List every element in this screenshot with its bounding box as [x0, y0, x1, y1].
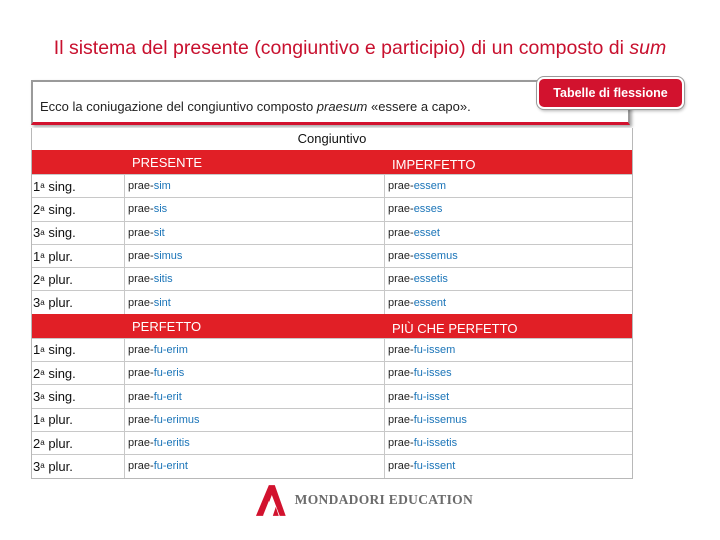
person-number: 1: [33, 412, 41, 428]
form-ending: fu-erit: [153, 390, 182, 403]
form-cell-right: [385, 409, 632, 431]
person-number-label: plur.: [48, 248, 73, 264]
form-cell-left: [125, 455, 385, 477]
person-number-label: sing.: [48, 201, 76, 217]
table-row: [32, 408, 632, 431]
person-label: 3 a plur.: [32, 455, 125, 477]
form-prefix: prae-: [128, 413, 154, 426]
form-cell-left: [125, 245, 385, 267]
form-cell-left: [125, 198, 385, 220]
form-ending: esses: [413, 203, 443, 216]
person-number: 2: [33, 271, 41, 287]
form-ending: essetis: [413, 273, 448, 286]
form-prefix: prae-: [128, 203, 154, 216]
form-ending: sis: [153, 203, 168, 216]
form-cell-right: [385, 362, 632, 384]
form-ending: fu-issem: [413, 343, 456, 356]
conjugation-table: [31, 128, 633, 479]
form-cell-left: [125, 409, 385, 431]
form-ending: simus: [153, 250, 183, 263]
form-ending: fu-issent: [413, 460, 456, 473]
form-cell-left: [125, 385, 385, 407]
person-label: 1 a sing.: [32, 175, 125, 197]
person-number: 2: [33, 365, 41, 381]
page-title: [0, 37, 720, 60]
form-cell-right: [385, 385, 632, 407]
flexion-tables-button[interactable]: Tabelle di flessione: [537, 77, 684, 109]
person-number: 2: [33, 201, 41, 217]
person-number-label: plur.: [48, 435, 73, 451]
form-prefix: prae-: [128, 273, 154, 286]
form-prefix: prae-: [388, 437, 414, 450]
form-prefix: prae-: [388, 296, 414, 309]
form-prefix: prae-: [388, 413, 414, 426]
intro-text: [40, 99, 471, 114]
person-label: 2 a sing.: [32, 198, 125, 220]
form-ending: fu-issetis: [413, 437, 458, 450]
form-cell-left: [125, 362, 385, 384]
person-label: 1 a sing.: [32, 339, 125, 361]
form-ending: fu-eris: [153, 367, 185, 380]
logo-text: MONDADORI EDUCATION: [294, 492, 473, 507]
form-prefix: prae-: [128, 250, 154, 263]
table-row: [32, 431, 632, 454]
form-ending: sitis: [153, 273, 173, 286]
form-prefix: prae-: [128, 367, 154, 380]
form-cell-right: [385, 339, 632, 361]
form-prefix: prae-: [388, 390, 414, 403]
form-cell-left: [125, 291, 385, 313]
form-ending: fu-erim: [153, 343, 188, 356]
table-row: [32, 244, 632, 267]
form-prefix: prae-: [388, 460, 414, 473]
form-ending: essem: [413, 180, 447, 193]
form-ending: essent: [413, 296, 447, 309]
form-cell-right: [385, 222, 632, 244]
section-header: [32, 314, 632, 338]
form-cell-right: [385, 245, 632, 267]
form-cell-right: [385, 291, 632, 313]
person-label: 1 a plur.: [32, 245, 125, 267]
person-label: 3 a plur.: [32, 291, 125, 313]
person-number: 3: [33, 389, 41, 405]
form-prefix: prae-: [128, 390, 154, 403]
table-row: [32, 197, 632, 220]
person-number-label: plur.: [48, 271, 73, 287]
header-tense-right: PIÙ CHE PERFETTO: [392, 320, 518, 336]
form-cell-right: [385, 432, 632, 454]
form-ending: essemus: [413, 250, 458, 263]
person-label: 2 a plur.: [32, 432, 125, 454]
form-cell-right: [385, 175, 632, 197]
person-number: 1: [33, 342, 41, 358]
person-label: 2 a plur.: [32, 268, 125, 290]
table-row: [32, 174, 632, 197]
form-cell-left: [125, 339, 385, 361]
form-ending: fu-isses: [413, 367, 452, 380]
person-label: 2 a sing.: [32, 362, 125, 384]
title-text: Il sistema del presente (congiuntivo e participio) di un composto di: [53, 37, 624, 59]
person-number-label: sing.: [48, 178, 76, 194]
person-number: 2: [33, 435, 41, 451]
form-prefix: prae-: [388, 343, 414, 356]
person-number-label: sing.: [48, 342, 76, 358]
person-number: 1: [33, 248, 41, 264]
mondadori-logo-icon: [253, 483, 289, 517]
table-caption: Congiuntivo: [32, 128, 632, 150]
person-number: 3: [33, 458, 41, 474]
form-cell-left: [125, 175, 385, 197]
intro-meaning: «essere a capo».: [371, 99, 471, 114]
form-ending: fu-isset: [413, 390, 450, 403]
person-number-label: sing.: [48, 389, 76, 405]
form-cell-left: [125, 222, 385, 244]
person-number-label: plur.: [48, 412, 73, 428]
section-header: [32, 150, 632, 174]
form-prefix: prae-: [128, 296, 154, 309]
form-ending: fu-erint: [153, 460, 188, 473]
person-number-label: plur.: [48, 458, 73, 474]
form-ending: fu-erimus: [153, 413, 200, 426]
form-ending: sint: [153, 296, 171, 309]
table-row: [32, 454, 632, 477]
person-number-label: sing.: [48, 225, 76, 241]
person-label: 3 a sing.: [32, 385, 125, 407]
form-cell-right: [385, 268, 632, 290]
form-ending: fu-issemus: [413, 413, 467, 426]
form-ending: sit: [153, 226, 165, 239]
form-ending: fu-eritis: [153, 437, 190, 450]
form-cell-left: [125, 432, 385, 454]
table-row: [32, 338, 632, 361]
table-row: [32, 267, 632, 290]
person-number: 3: [33, 225, 41, 241]
form-prefix: prae-: [128, 226, 154, 239]
person-number: 1: [33, 178, 41, 194]
form-cell-right: [385, 455, 632, 477]
form-prefix: prae-: [388, 250, 414, 263]
form-prefix: prae-: [388, 273, 414, 286]
form-prefix: prae-: [388, 180, 414, 193]
form-prefix: prae-: [128, 460, 154, 473]
form-prefix: prae-: [128, 180, 154, 193]
form-ending: sim: [153, 180, 171, 193]
intro-sentence: Ecco la coniugazione del congiuntivo composto: [40, 99, 314, 114]
person-number-label: sing.: [48, 365, 76, 381]
header-tense-left: PRESENTE: [132, 155, 203, 170]
publisher-logo: [253, 482, 473, 518]
person-label: 1 a plur.: [32, 409, 125, 431]
person-number: 3: [33, 295, 41, 311]
form-prefix: prae-: [388, 203, 414, 216]
table-row: [32, 361, 632, 384]
form-ending: esset: [413, 226, 440, 239]
header-tense-left: PERFETTO: [132, 318, 202, 334]
person-label: 3 a sing.: [32, 222, 125, 244]
table-row: [32, 221, 632, 244]
form-cell-left: [125, 268, 385, 290]
form-cell-right: [385, 198, 632, 220]
intro-verb: praesum: [316, 99, 368, 114]
form-prefix: prae-: [388, 226, 414, 239]
form-prefix: prae-: [128, 437, 154, 450]
table-row: [32, 384, 632, 407]
header-tense-right: IMPERFETTO: [392, 157, 476, 172]
form-prefix: prae-: [388, 367, 414, 380]
table-row: [32, 290, 632, 313]
person-number-label: plur.: [48, 295, 73, 311]
title-em: sum: [629, 37, 667, 59]
form-prefix: prae-: [128, 343, 154, 356]
